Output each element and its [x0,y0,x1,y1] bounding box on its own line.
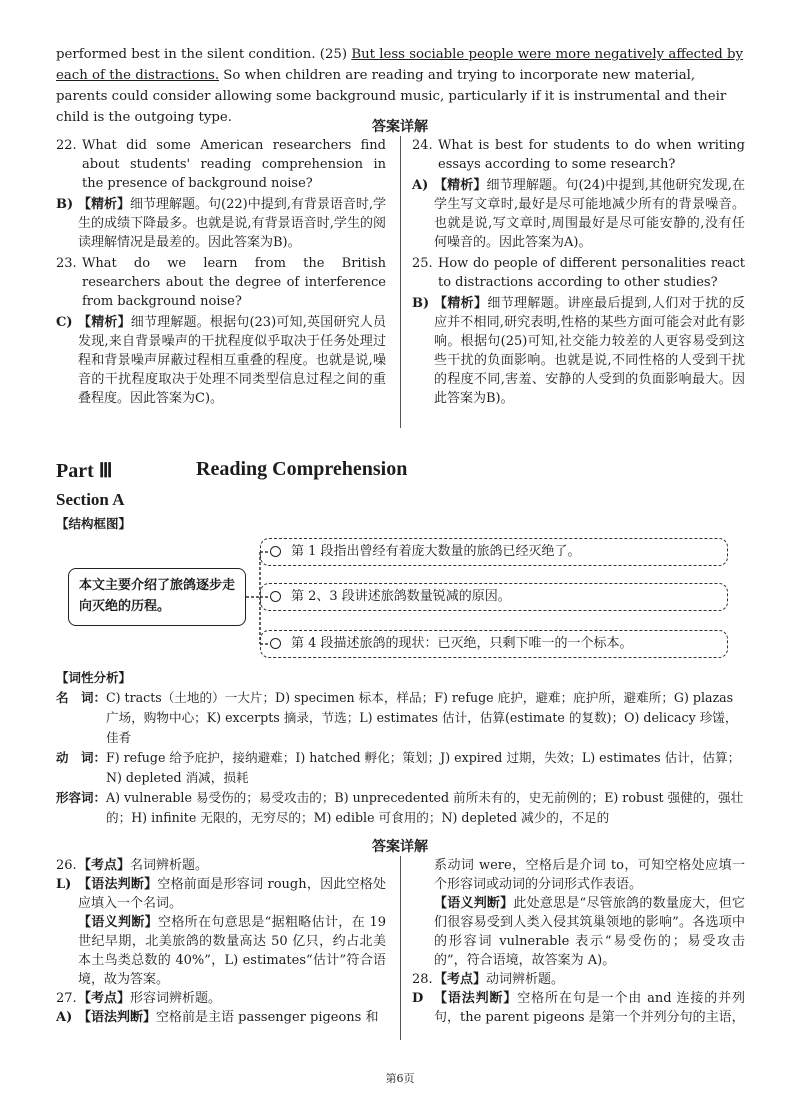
intro-text-1: performed best in the silent condition. (25) [56,47,352,62]
answer-letter: B) [56,197,74,212]
item-prefix: A) [56,1010,73,1025]
item-prefix: L) [56,877,72,892]
answer-letter: A) [412,178,429,193]
framework-item-1: 第 1 段指出曾经有着庞大数量的旅鸽已经灭绝了。 [260,538,728,566]
answer-line [56,913,386,989]
answer-25 [412,294,745,408]
answers1-right-column [412,136,745,408]
answer-line [56,875,386,913]
analysis-tag: 【精析】 [78,197,131,212]
question-text: What did some American researchers find about students' reading comprehension in the presence of background noise? [82,138,386,191]
section-heading: Section A [56,490,125,509]
vocab-list [56,688,746,828]
vocab-key: 动 词： [56,750,107,765]
item-text: 空格所在句意思是“据粗略估计，在 19 世纪早期，北美旅鸽的数量高达 50 亿只，约占北美本土鸟类总数的 40%”，L) estimates“估计”符合语境，故为答案。 [78,915,386,987]
answer-line [412,856,745,894]
vocab-row-noun [56,688,746,748]
question-text: What is best for students to do when writing essays according to some research? [438,138,745,172]
answers1-left-column [56,136,386,408]
vocab-row-verb [56,748,746,788]
analysis-text: 细节理解题。句(24)中提到,其他研究发现,在学生写文章时,最好是尽可能地减少所有的背景噪音。也就是说,写文章时,周围最好是尽可能安静的,没有任何噪音的。因此答案为A)。 [434,178,745,250]
answer-22 [56,195,386,252]
answers-heading-1: 答案详解 [372,119,428,135]
answer-line [56,856,386,875]
answer-letter: C) [56,315,73,330]
item-tag: 【考点】 [78,991,131,1006]
intro-underlined-1: But less sociable people were more [351,47,595,62]
item-tag: 【考点】 [434,972,487,987]
framework-label: 【结构框图】 [56,516,132,531]
item-text: 空格所在句是一个由 and 连接的并列句，the parent pigeons 是第一个并列分句的主语， [434,991,745,1025]
framework-item-2: 第 2、3 段讲述旅鸽数量锐减的原因。 [260,583,728,611]
question-number: 25. [412,256,433,271]
question-24 [412,136,745,174]
intro-text-2: So when children are reading and trying to incorporate new material, parents could consider allowing some background music, particularly if it is instrumental and their child is the outgoing type. [56,68,727,125]
item-tag: 【语法判断】 [78,1010,157,1025]
item-text: 名词辨析题。 [130,858,209,873]
intro-underlined-2: negatively affected by each of the distractions. [56,47,744,83]
item-tag: 【语义判断】 [78,915,158,930]
item-prefix: 26. [56,858,77,873]
answer-line [56,1008,386,1027]
item-tag: 【语法判断】 [434,991,518,1006]
item-text: 动词辨析题。 [486,972,565,987]
question-text: What do we learn from the British researchers about the degree of interference from background noise? [82,256,386,309]
answer-line [412,989,745,1027]
framework-item-3: 第 4 段描述旅鸽的现状：已灭绝，只剩下唯一的一个标本。 [260,630,728,658]
question-text: How do people of different personalities react to distractions according to other studies? [438,256,745,290]
part-title: Reading Comprehension [196,458,408,480]
vocab-value: C) tracts（土地的）一大片；D) specimen 标本，样品；F) refuge 庇护，避难；庇护所，避难所；G) plazas 广场，购物中心；K) excerpts 摘录，节选；L) estimates 估计，估算(estimate 的复数)；O) delicacy 珍馐，佳肴 [106,690,738,745]
answers2-left-column [56,856,386,1027]
framework-main-box: 本文主要介绍了旅鸽逐步走向灭绝的历程。 [68,568,246,626]
column-divider-1 [400,136,401,428]
item-text: 系动词 were，空格后是介词 to，可知空格处应填一个形容词或动词的分词形式作表语。 [434,858,745,892]
answer-line [412,894,745,970]
item-text: 空格前面是形容词 rough，因此空格处应填入一个名词。 [78,877,386,911]
analysis-text: 细节理解题。句(22)中提到,有背景语音时,学生的成绩下降最多。也就是说,有背景语音时,学生的阅读理解情况是最差的。因此答案为B)。 [78,197,386,250]
question-23 [56,254,386,311]
item-tag: 【考点】 [78,858,131,873]
part-heading [56,458,408,483]
question-number: 23. [56,256,77,271]
answer-line [56,989,386,1008]
item-prefix [412,894,434,970]
item-tag: 【语义判断】 [434,896,514,911]
vocab-value: A) vulnerable 易受伤的；易受攻击的；B) unprecedented 前所未有的，史无前例的；E) robust 强健的，强壮的；H) infinite 无限的，无穷尽的；M) edible 可食用的；N) depleted 减少的，不足的 [106,790,744,825]
item-prefix [412,856,434,894]
answer-24 [412,176,745,252]
vocab-key: 名 词： [56,690,107,705]
answer-letter: B) [412,296,430,311]
answers-heading-2: 答案详解 [372,839,428,855]
vocab-label: 【词性分析】 [56,670,132,685]
analysis-text: 细节理解题。根据句(23)可知,英国研究人员发现,来自背景噪声的干扰程度似乎取决于任务处理过程和背景噪声屏蔽过程相互重叠的程度。也就是说,噪音的干扰程度取决于处理不同类型信息过程之间的重叠程度。因此答案为C)。 [78,315,386,406]
vocab-value: F) refuge 给予庇护，接纳避难；I) hatched 孵化；策划；J) expired 过期，失效；L) estimates 估计，估算；N) depleted 消减，损耗 [106,750,741,785]
question-25 [412,254,745,292]
item-prefix: 28. [412,972,433,987]
question-number: 22. [56,138,77,153]
item-prefix [56,913,78,989]
question-22 [56,136,386,193]
analysis-tag: 【精析】 [434,178,487,193]
part-label: Part Ⅲ [56,460,113,482]
item-text: 形容词辨析题。 [130,991,222,1006]
answers2-right-column [412,856,745,1027]
column-divider-2 [400,856,401,1040]
analysis-tag: 【精析】 [434,296,488,311]
answer-line [412,970,745,989]
item-tag: 【语法判断】 [78,877,158,892]
vocab-row-adjective [56,788,746,828]
item-text: 此处意思是“尽管旅鸽的数量庞大，但它们很容易受到人类入侵其筑巢领地的影响”。各选项中的形容词 vulnerable 表示“易受伤的；易受攻击的”，符合语境，故答案为 A)。 [434,896,745,968]
analysis-tag: 【精析】 [78,315,131,330]
analysis-text: 细节理解题。讲座最后提到,人们对于扰的反应并不相同,研究表明,性格的某些方面可能会对此有影响。根据句(25)可知,社交能力较差的人更容易受到这些干扰的负面影响。也就是说,不同性格的人受到干扰的程度不同,害羞、安静的人受到的负面影响最大。因此答案为B)。 [434,296,745,406]
question-number: 24. [412,138,433,153]
item-prefix: 27. [56,991,77,1006]
vocab-key: 形容词： [56,790,107,805]
page-number: 第6页 [385,1072,415,1085]
item-text: 空格前是主语 passenger pigeons 和 [156,1010,379,1025]
item-prefix: D [412,991,424,1006]
answer-23 [56,313,386,408]
